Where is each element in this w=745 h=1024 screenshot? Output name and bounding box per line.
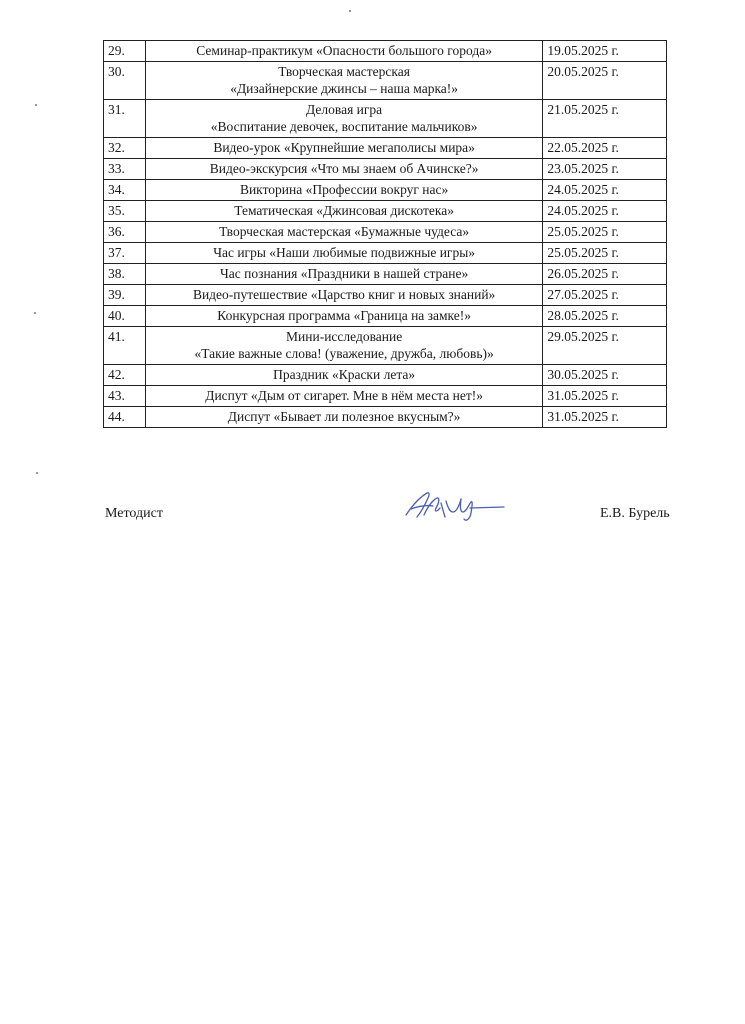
row-number: 30. — [104, 62, 146, 100]
event-schedule-table — [103, 40, 667, 428]
event-title — [145, 41, 542, 62]
event-title — [145, 100, 542, 138]
table-row — [104, 407, 667, 428]
event-title-line: «Такие важные слова! (уважение, дружба, любовь)» — [194, 346, 494, 361]
event-date: 31.05.2025 г. — [543, 386, 667, 407]
row-number: 44. — [104, 407, 146, 428]
event-date: 25.05.2025 г. — [543, 243, 667, 264]
signer-role: Методист — [105, 506, 163, 521]
event-title-line: Творческая мастерская — [278, 64, 410, 79]
row-number: 38. — [104, 264, 146, 285]
event-title — [145, 285, 542, 306]
table-row — [104, 365, 667, 386]
event-title — [145, 407, 542, 428]
row-number: 32. — [104, 138, 146, 159]
event-title — [145, 222, 542, 243]
row-number: 36. — [104, 222, 146, 243]
event-title-line: Мини-исследование — [286, 329, 403, 344]
handwritten-signature — [400, 488, 510, 524]
row-number: 33. — [104, 159, 146, 180]
row-number: 29. — [104, 41, 146, 62]
event-title-line: Тематическая «Джинсовая дискотека» — [234, 203, 454, 218]
event-date: 28.05.2025 г. — [543, 306, 667, 327]
scan-speck — [349, 10, 351, 12]
event-date: 26.05.2025 г. — [543, 264, 667, 285]
event-title-line: Час игры «Наши любимые подвижные игры» — [213, 245, 476, 260]
event-title-line: «Воспитание девочек, воспитание мальчиков» — [210, 119, 478, 134]
event-date: 21.05.2025 г. — [543, 100, 667, 138]
event-title — [145, 201, 542, 222]
table-row — [104, 41, 667, 62]
schedule-body — [104, 41, 667, 428]
row-number: 39. — [104, 285, 146, 306]
event-title-line: Час познания «Праздники в нашей стране» — [220, 266, 469, 281]
row-number: 34. — [104, 180, 146, 201]
scan-speck — [35, 104, 37, 106]
event-title-line: Диспут «Дым от сигарет. Мне в нём места нет!» — [205, 388, 483, 403]
row-number: 43. — [104, 386, 146, 407]
row-number: 37. — [104, 243, 146, 264]
table-row — [104, 222, 667, 243]
event-title-line: Деловая игра — [306, 102, 383, 117]
table-row — [104, 159, 667, 180]
row-number: 35. — [104, 201, 146, 222]
event-date: 20.05.2025 г. — [543, 62, 667, 100]
event-title-line: Видео-путешествие «Царство книг и новых знаний» — [192, 287, 496, 302]
table-row — [104, 201, 667, 222]
event-title — [145, 386, 542, 407]
event-title-line: Праздник «Краски лета» — [273, 367, 416, 382]
event-date: 24.05.2025 г. — [543, 180, 667, 201]
event-date: 25.05.2025 г. — [543, 222, 667, 243]
event-title-line: Викторина «Профессии вокруг нас» — [239, 182, 449, 197]
event-date: 29.05.2025 г. — [543, 327, 667, 365]
table-row — [104, 285, 667, 306]
event-title — [145, 159, 542, 180]
row-number: 31. — [104, 100, 146, 138]
table-row — [104, 100, 667, 138]
table-row — [104, 327, 667, 365]
event-title — [145, 264, 542, 285]
event-title-line: Диспут «Бывает ли полезное вкусным?» — [227, 409, 461, 424]
event-title-line: Видео-экскурсия «Что мы знаем об Ачинске?» — [209, 161, 479, 176]
event-title — [145, 327, 542, 365]
event-date: 22.05.2025 г. — [543, 138, 667, 159]
table-row — [104, 386, 667, 407]
event-title — [145, 306, 542, 327]
event-title — [145, 180, 542, 201]
event-title — [145, 365, 542, 386]
event-title-line: Семинар-практикум «Опасности большого города» — [196, 43, 492, 58]
event-date: 23.05.2025 г. — [543, 159, 667, 180]
event-date: 24.05.2025 г. — [543, 201, 667, 222]
table-row — [104, 62, 667, 100]
event-title-line: Творческая мастерская «Бумажные чудеса» — [219, 224, 470, 239]
table-row — [104, 243, 667, 264]
scan-speck — [34, 312, 36, 314]
event-date: 27.05.2025 г. — [543, 285, 667, 306]
table-row — [104, 306, 667, 327]
row-number: 41. — [104, 327, 146, 365]
table-row — [104, 264, 667, 285]
row-number: 40. — [104, 306, 146, 327]
event-date: 31.05.2025 г. — [543, 407, 667, 428]
event-title — [145, 243, 542, 264]
event-title-line: «Дизайнерские джинсы – наша марка!» — [230, 81, 459, 96]
event-title — [145, 138, 542, 159]
event-date: 19.05.2025 г. — [543, 41, 667, 62]
event-title-line: Видео-урок «Крупнейшие мегаполисы мира» — [213, 140, 475, 155]
event-title — [145, 62, 542, 100]
table-row — [104, 180, 667, 201]
scan-speck — [36, 472, 38, 474]
signer-name: Е.В. Бурель — [600, 506, 670, 521]
event-title-line: Конкурсная программа «Граница на замке!» — [217, 308, 471, 323]
table-row — [104, 138, 667, 159]
event-date: 30.05.2025 г. — [543, 365, 667, 386]
row-number: 42. — [104, 365, 146, 386]
